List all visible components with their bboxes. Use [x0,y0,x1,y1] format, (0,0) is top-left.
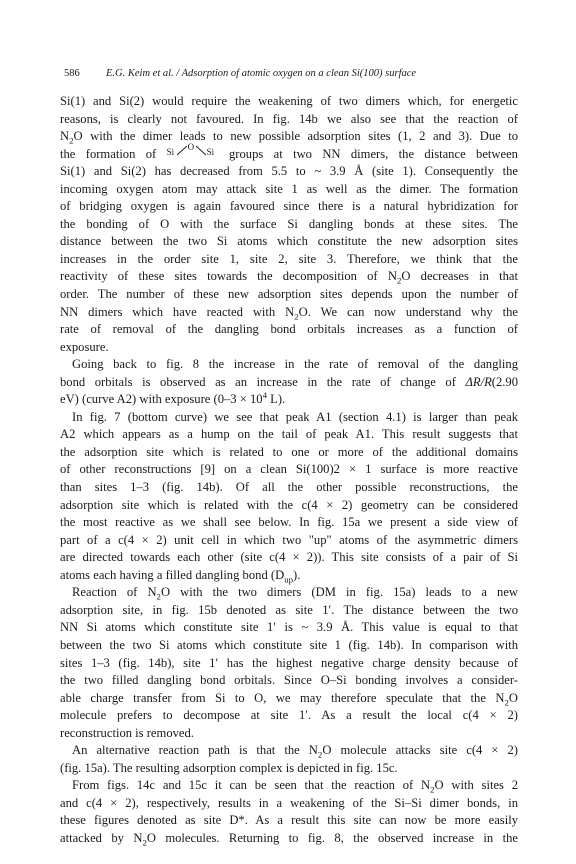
delta-r-formula: ΔR/R [465,374,492,389]
n2o-formula: $N_2O$ [308,743,332,760]
text-line: NN Si atoms which constitute site 1′ is ~ 3.9 Å. This value is equal to that [60,620,518,635]
text-line: the two filled dangling bond orbitals. Since O–Si bonding involves a consider- [60,673,518,688]
text-line: reconstruction is removed. [60,725,194,740]
text-line: distance between the two Si atoms which constitute the new adsorption sites [60,234,518,249]
text-line: of bridging oxygen is again favoured since there is a natural hybridization for [60,199,518,214]
si-o-si-bridge-formula: Si O Si [166,141,215,158]
text-line: (fig. 15a). The resulting adsorption complex is depicted in fig. 15c. [60,760,398,775]
text-line: A2 which appears as a hump on the tail of peak A1. This result suggests that [60,427,518,442]
text-line: eV) (curve A2) with exposure ($0-3 \times 10^4$ L). [60,390,286,407]
text-line: sites 1–3 (fig. 14b), site 1′ has the highest negative charge density because of [60,655,518,670]
text-line: the formation of Si O Si groups at two NN dimers, the distance between [60,141,518,161]
n2o-formula: $N_2O$ [133,830,156,848]
text-line: reactivity of these sites towards the decomposition of $N_2O$ decreases in that [60,269,518,286]
n2o-formula: $N_2O$ [387,269,411,286]
text-line: exposure. [60,339,109,354]
text-line: Si(1) and Si(2) has decreased from 5.5 to ~ 3.9 Å (site 1). Consequently the [60,164,518,179]
text-line: rate of removal of the dangling bond orbitals increases as a function of [60,322,518,337]
text-line: incoming oxygen atom may attack site 1 as well as the dimer. The formation [60,181,518,196]
n2o-formula: $N_2O$ [285,304,308,322]
n2o-formula: $N_2O$ [495,690,518,708]
text-line: part of a c(4 × 2) unit cell in which two "up" atoms of the asymmetric dimers [60,532,518,547]
text-line: between the two Si atoms which constitute site 1 (fig. 14b). In comparison with [60,637,518,652]
n2o-formula: $N_2O$ [420,778,444,795]
text-line: NN dimers which have reacted with $N_2O$. We can now understand why the [60,304,519,322]
n2o-formula: $N_2O$ [147,585,171,602]
text-line: Reaction of $N_2O$ with the two dimers (DM in fig. 15a) leads to a new [72,585,519,602]
text-line: increases in the order site 1, site 2, site 3. Therefore, we think that the [60,251,518,266]
page-number: 586 [64,68,80,79]
text-line: the most reactive as we shall see below. In fig. 15a we present a side view of [60,515,518,530]
body-text [60,93,518,848]
text-line: atoms each having a filled dangling bond $(D_{up})$. [60,567,301,585]
text-line: In fig. 7 (bottom curve) we see that peak A1 (section 4.1) is larger than peak [72,409,518,424]
text-line: From figs. 14c and 15c it can be seen that the reaction of $N_2O$ with sites 2 [72,778,519,795]
text-line: the adsorption site which is related to one or more of the additional domains [60,444,518,459]
text-line: Si(1) and Si(2) would require the weakening of two dimers which, for energetic [60,94,518,108]
n2o-formula: $N_2O$ [60,129,83,146]
text-line: the bonding of O with the surface Si dangling bonds at these sites. The [60,216,518,231]
text-line: $N_2O$ with the dimer leads to new possible adsorption sites (1, 2 and 3). Due to [60,129,518,146]
text-line: reasons, is clearly not favoured. In fig. 14b we also see that the reaction of [60,111,518,126]
text-line: and c(4 × 2), respectively, results in a weakening of the Si–Si dimer bonds, in [60,795,518,810]
bridge-bonds-icon [175,142,209,156]
running-head [64,68,514,79]
text-line: order. The number of these new adsorption sites depends upon the number of [60,287,518,302]
text-line: are directed towards each other (site c(4 × 2)). This site consists of a pair of Si [60,550,518,565]
text-line: able charge transfer from Si to O, we may therefore speculate that the $N_2O$ [60,690,518,708]
running-title: E.G. Keim et al. / Adsorption of atomic oxygen on a clean Si(100) surface [106,68,417,79]
text-line: An alternative reaction path is that the $N_2O$ molecule attacks site c(4 × 2) [72,743,519,760]
text-line: than sites 1–3 (fig. 14b). Of all the other possible reconstructions, the [60,480,518,495]
text-line: these figures denoted as site D*. As a result this site can now be more easily [60,813,518,828]
text-line: of other reconstructions [9] on a clean Si(100)2 × 1 surface is more reactive [60,462,518,477]
text-line: adsorption site, in fig. 15b denoted as site 1′. The distance between the two [60,602,518,617]
text-line: Going back to fig. 8 the increase in the rate of removal of the dangling [72,357,518,372]
text-line: attacked by $N_2O$ molecules. Returning to fig. 8, the observed increase in the [60,830,518,848]
text-line: molecule prefers to decompose at site 1′. As a result the local c(4 × 2) [60,708,518,723]
text-line: bond orbitals is observed as an increase in the rate of change of ΔR/R(2.90 [60,374,518,389]
text-line: adsorption site which is related with the c(4 × 2) geometry can be considered [60,497,518,512]
